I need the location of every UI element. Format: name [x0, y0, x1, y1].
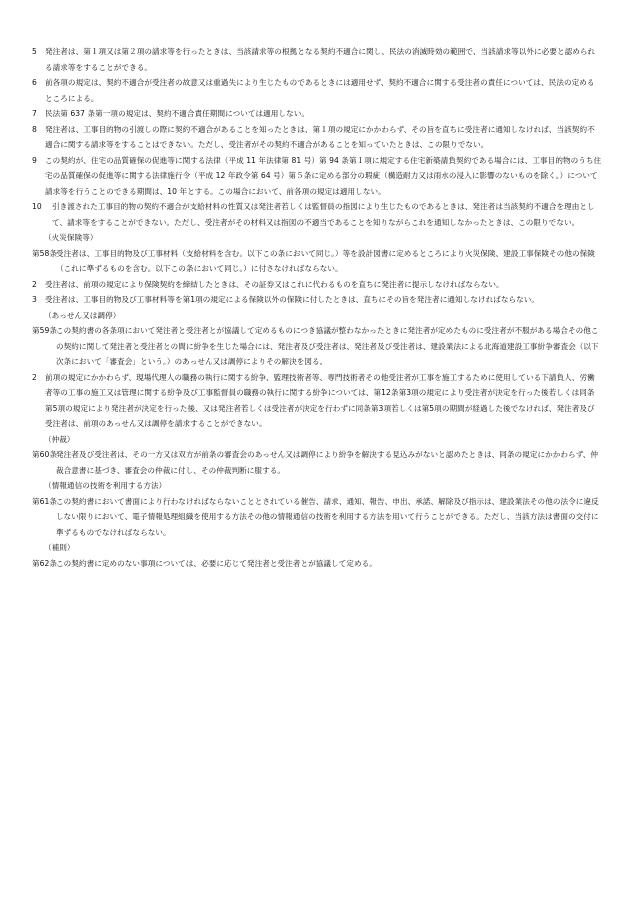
clause-text: 前各項の規定は、契約不適合が受注者の故意又は重過失により生じたものであるときには適用せず、契約不適合に関する受注者の責任については、民法の定めるところによる。	[45, 78, 595, 103]
clause-paragraph	[32, 44, 602, 75]
clause-text: 受注者は、工事目的物及び工事材料（支給材料を含む。以下この条において同じ。）等を設計図書に定めるところにより火災保険、建設工事保険その他の保険（これに準ずるものを含む。以下この条において同じ。）に付さなければならない。	[56, 248, 595, 273]
section-heading: （仲裁）	[44, 434, 75, 444]
article-paragraph	[32, 246, 602, 277]
article-number: 第58条	[32, 248, 58, 258]
article-paragraph	[32, 447, 602, 478]
clause-number: 2	[32, 372, 37, 382]
clause-text: 民法第 637 条第一項の規定は、契約不適合責任期間については適用しない。	[45, 109, 310, 118]
clause-number: 8	[32, 124, 37, 134]
clause-paragraph	[32, 153, 602, 200]
clause-number: 7	[32, 109, 37, 118]
clause-text: この契約書に定めのない事項については、必要に応じて発注者と受注者とが協議して定める。	[56, 558, 377, 568]
clause-number: 5	[32, 47, 37, 56]
section-heading: （補則）	[44, 543, 75, 552]
section-heading: （火災保険等）	[44, 233, 98, 242]
clause-text: この契約が、住宅の品質確保の促進等に関する法律（平成 11 年法律第 81 号）第 94 条第１項に規定する住宅新築請負契約である場合には、工事目的物のうち住宅の品質確保の促進等に関する法律施行令（平成 12 年政令第 64 号）第５条に定める部分の瑕疵（構造耐力又は雨水の浸入に影響のないものを除く。）について請求等を行うことのできる期間は、10 年とする。この場合において、前各項の規定は適用しない。	[45, 155, 602, 196]
article-number: 第59条	[32, 326, 58, 335]
clause-paragraph	[32, 370, 602, 432]
clause-paragraph	[32, 75, 602, 106]
clause-text: 受注者は、前項の規定により保険契約を締結したときは、その証券又はこれに代わるものを直ちに発注者に提示しなければならない。	[45, 279, 504, 289]
clause-number: 6	[32, 78, 37, 87]
article-number: 第61条	[32, 496, 58, 506]
clause-number: 10	[32, 202, 42, 211]
clause-paragraph	[32, 292, 602, 308]
clause-text: 前項の規定にかかわらず、現場代理人の職務の執行に関する紛争、監理技術者等、専門技術者その他受注者が工事を施工するために使用している下請負人、労働者等の工事の施工又は管理に関する紛争及び工事監督員の職務の執行に関する紛争については、第12条第3項の規定により受注者が決定を行った後若しくは同条第5項の規定により発注者が決定を行った後、又は発注者若しくは受注者が決定を行わずに同条第3項若しくは第5項の期間が経過した後でなければ、発注者及び受注者は、前項のあっせん又は調停を請求することができない。	[45, 372, 595, 428]
clause-number: 3	[32, 295, 37, 304]
clause-number: 2	[32, 279, 37, 289]
clause-paragraph	[32, 122, 602, 153]
clause-text: 発注者及び受注者は、その一方又は双方が前条の審査会のあっせん又は調停により紛争を解決する見込みがないと認めたときは、同条の規定にかかわらず、仲裁合意書に基づき、審査会の仲裁に付し、その仲裁判断に服する。	[56, 450, 599, 475]
clause-paragraph	[32, 106, 602, 122]
clause-paragraph	[32, 199, 602, 230]
section-heading: （あっせん又は調停）	[44, 310, 121, 320]
article-paragraph	[32, 556, 602, 572]
clause-text: 発注者は、第１項又は第２項の請求等を行ったときは、当該請求等の根拠となる契約不適合に関し、民法の消滅時効の範囲で、当該請求等以外に必要と認められる請求等をすることができる。	[45, 47, 596, 72]
clause-paragraph	[32, 277, 602, 293]
clause-text: この契約書の各条項において発注者と受注者とが協議して定めるものにつき協議が整わなかったときに発注者が定めたものに受注者が不服がある場合その他この契約に関して発注者と受注者との間に紛争を生じた場合には、発注者及び受注者は、発注者及び受注者は、建設業法による北海道建設工事紛争審査会（以下次条において「審査会」という。）のあっせん又は調停によりその解決を図る。	[56, 326, 599, 366]
clause-text: この契約書において書面により行わなければならないこととされている催告、請求、通知、報告、申出、承諾、解除及び指示は、建設業法その他の法令に違反しない限りにおいて、電子情報処理組織を使用する方法その他の情報通信の技術を利用する方法を用いて行うことができる。ただし、当該方法は書面の交付に準ずるものでなければならない。	[56, 496, 599, 537]
clause-text: 引き渡された工事目的物の契約不適合が支給材料の性質又は発注者若しくは監督員の指図により生じたものであるときは、発注者は当該契約不適合を理由として、請求等をすることができない。ただし、受注者がその材料又は指図の不適当であることを知りながらこれを通知しなかったときは、この限りでない。	[52, 202, 595, 227]
article-number: 第60条	[32, 450, 58, 459]
contract-text	[32, 44, 602, 571]
article-number: 第62条	[32, 558, 58, 568]
clause-number: 9	[32, 155, 37, 165]
article-paragraph	[32, 323, 602, 370]
clause-text: 受注者は、工事目的物及び工事材料等を第1項の規定による保険以外の保険に付したときは、直ちにその旨を発注者に通知しなければならない。	[45, 295, 540, 304]
section-heading: （情報通信の技術を利用する方法）	[44, 481, 167, 490]
article-paragraph	[32, 494, 602, 541]
clause-text: 発注者は、工事目的物の引渡しの際に契約不適合があることを知ったときは、第１項の規定にかかわらず、その旨を直ちに受注者に通知しなければ、当該契約不適合に関する請求等をすることはできない。ただし、受注者がその契約不適合があることを知っていたときは、この限りでない。	[45, 124, 595, 149]
